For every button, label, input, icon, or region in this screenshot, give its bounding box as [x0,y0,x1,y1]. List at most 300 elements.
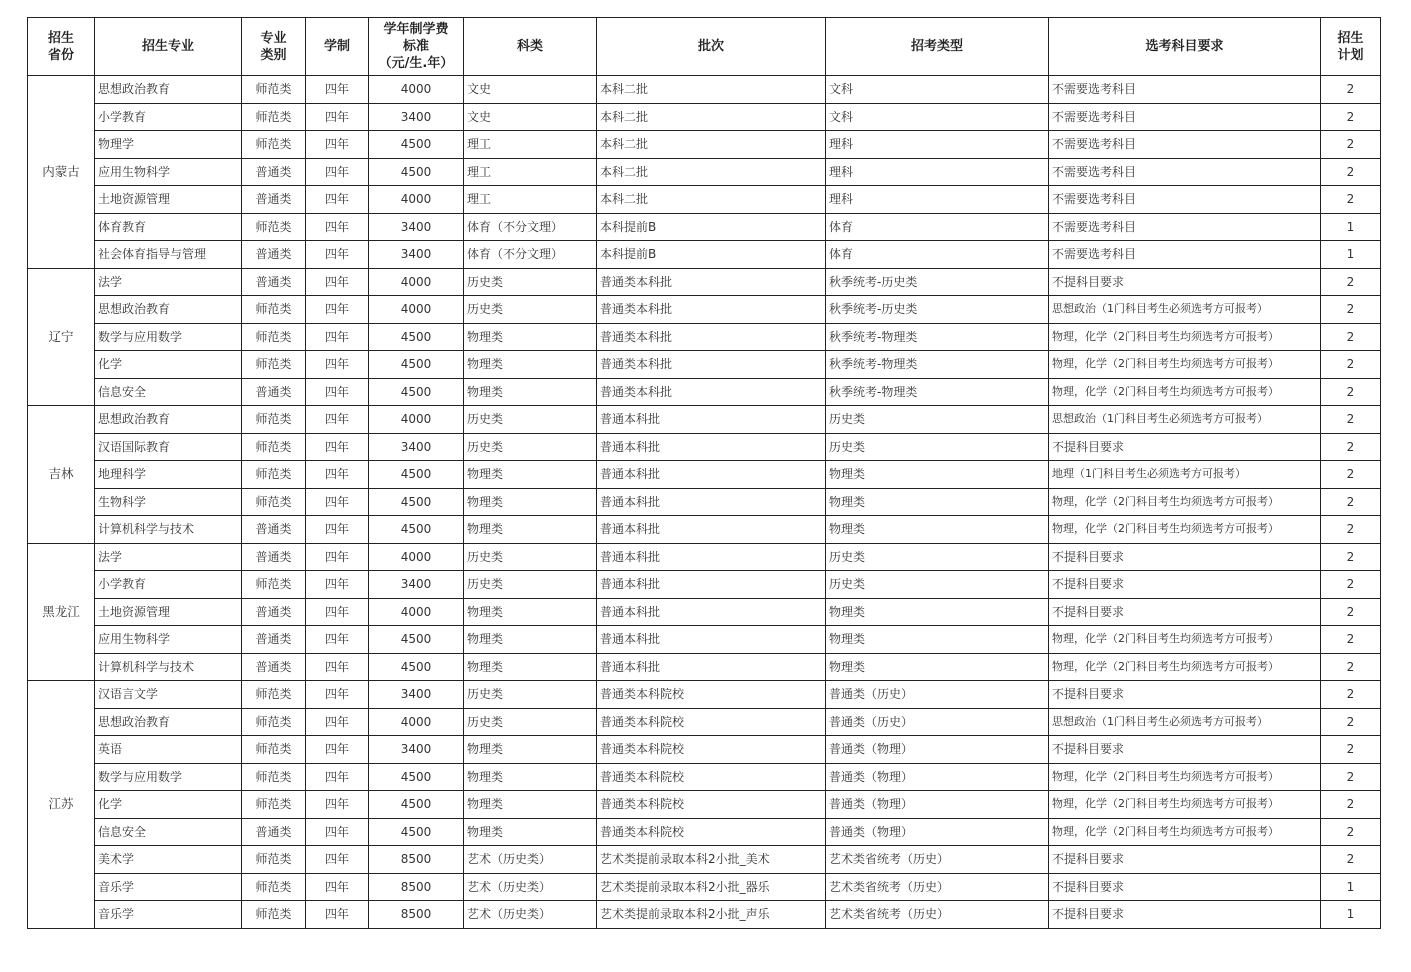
cell-batch: 普通本科批 [597,543,826,571]
cell-major: 小学教育 [95,571,242,599]
cell-major-category: 师范类 [242,351,306,379]
cell-duration: 四年 [306,406,369,434]
cell-major-category: 师范类 [242,296,306,324]
cell-subject-requirement: 不需要选考科目 [1049,158,1321,186]
table-row [28,543,1381,571]
table-body [28,76,1381,929]
cell-plan-count: 2 [1321,103,1381,131]
cell-batch: 普通本科批 [597,598,826,626]
cell-province: 江苏 [28,681,95,929]
cell-tuition: 3400 [369,433,464,461]
cell-exam-type: 文科 [826,103,1049,131]
cell-subject-type: 历史类 [464,433,597,461]
table-row [28,158,1381,186]
cell-exam-type: 物理类 [826,516,1049,544]
cell-subject-requirement: 不需要选考科目 [1049,213,1321,241]
table-row [28,516,1381,544]
cell-major: 美术学 [95,846,242,874]
cell-subject-requirement: 不需要选考科目 [1049,241,1321,269]
cell-tuition: 3400 [369,241,464,269]
cell-duration: 四年 [306,461,369,489]
cell-subject-type: 物理类 [464,791,597,819]
cell-major-category: 普通类 [242,818,306,846]
cell-batch: 普通类本科批 [597,296,826,324]
cell-plan-count: 2 [1321,76,1381,104]
table-row [28,461,1381,489]
cell-major-category: 普通类 [242,186,306,214]
cell-major: 应用生物科学 [95,158,242,186]
cell-province: 内蒙古 [28,76,95,269]
cell-tuition: 4500 [369,516,464,544]
cell-tuition: 4000 [369,543,464,571]
admission-plan-table-wrapper [27,17,1381,929]
table-row [28,186,1381,214]
cell-batch: 本科二批 [597,103,826,131]
table-row [28,103,1381,131]
table-row [28,296,1381,324]
cell-exam-type: 秋季统考-物理类 [826,323,1049,351]
cell-exam-type: 理科 [826,186,1049,214]
cell-batch: 普通类本科批 [597,351,826,379]
cell-subject-type: 历史类 [464,571,597,599]
cell-tuition: 4000 [369,708,464,736]
cell-subject-type: 物理类 [464,323,597,351]
table-row [28,131,1381,159]
cell-major: 数学与应用数学 [95,763,242,791]
cell-plan-count: 2 [1321,846,1381,874]
cell-major: 汉语国际教育 [95,433,242,461]
cell-duration: 四年 [306,378,369,406]
cell-major-category: 师范类 [242,873,306,901]
cell-subject-type: 体育（不分文理） [464,213,597,241]
cell-batch: 本科提前B [597,213,826,241]
cell-batch: 艺术类提前录取本科2小批_器乐 [597,873,826,901]
cell-batch: 普通类本科批 [597,378,826,406]
header-province: 招生 省份 [28,18,95,76]
cell-major: 英语 [95,736,242,764]
cell-duration: 四年 [306,901,369,929]
cell-tuition: 4500 [369,158,464,186]
cell-subject-type: 理工 [464,158,597,186]
cell-subject-type: 物理类 [464,378,597,406]
cell-subject-type: 物理类 [464,763,597,791]
cell-subject-requirement: 思想政治（1门科目考生必须选考方可报考） [1049,708,1321,736]
cell-subject-type: 物理类 [464,488,597,516]
cell-subject-requirement: 不需要选考科目 [1049,103,1321,131]
cell-exam-type: 历史类 [826,543,1049,571]
cell-major: 法学 [95,268,242,296]
cell-subject-type: 理工 [464,131,597,159]
cell-major: 思想政治教育 [95,296,242,324]
cell-duration: 四年 [306,873,369,901]
cell-major: 汉语言文学 [95,681,242,709]
cell-duration: 四年 [306,598,369,626]
cell-subject-requirement: 物理，化学（2门科目考生均须选考方可报考） [1049,763,1321,791]
cell-major-category: 师范类 [242,846,306,874]
table-row [28,763,1381,791]
cell-batch: 本科二批 [597,186,826,214]
cell-major: 化学 [95,791,242,819]
cell-batch: 普通类本科院校 [597,708,826,736]
cell-duration: 四年 [306,571,369,599]
cell-batch: 普通本科批 [597,461,826,489]
cell-subject-type: 物理类 [464,461,597,489]
cell-plan-count: 2 [1321,736,1381,764]
table-row [28,268,1381,296]
cell-duration: 四年 [306,653,369,681]
cell-subject-type: 物理类 [464,818,597,846]
cell-plan-count: 2 [1321,708,1381,736]
cell-tuition: 3400 [369,213,464,241]
cell-batch: 普通类本科院校 [597,791,826,819]
cell-major-category: 普通类 [242,598,306,626]
cell-major-category: 普通类 [242,543,306,571]
cell-tuition: 4500 [369,818,464,846]
cell-subject-requirement: 物理，化学（2门科目考生均须选考方可报考） [1049,351,1321,379]
cell-duration: 四年 [306,626,369,654]
cell-tuition: 4000 [369,186,464,214]
table-row [28,571,1381,599]
cell-major-category: 师范类 [242,323,306,351]
cell-tuition: 4500 [369,378,464,406]
cell-plan-count: 2 [1321,681,1381,709]
cell-major-category: 师范类 [242,131,306,159]
header-duration: 学制 [306,18,369,76]
cell-exam-type: 普通类（物理） [826,818,1049,846]
cell-subject-requirement: 物理，化学（2门科目考生均须选考方可报考） [1049,488,1321,516]
cell-duration: 四年 [306,296,369,324]
cell-duration: 四年 [306,818,369,846]
cell-plan-count: 2 [1321,461,1381,489]
cell-subject-requirement: 物理，化学（2门科目考生均须选考方可报考） [1049,516,1321,544]
cell-major: 法学 [95,543,242,571]
cell-subject-requirement: 思想政治（1门科目考生必须选考方可报考） [1049,406,1321,434]
cell-subject-type: 历史类 [464,681,597,709]
cell-major: 数学与应用数学 [95,323,242,351]
cell-subject-type: 历史类 [464,296,597,324]
cell-major-category: 师范类 [242,103,306,131]
cell-exam-type: 体育 [826,213,1049,241]
table-row [28,406,1381,434]
cell-exam-type: 秋季统考-物理类 [826,351,1049,379]
table-row [28,433,1381,461]
cell-subject-requirement: 不需要选考科目 [1049,186,1321,214]
cell-duration: 四年 [306,488,369,516]
cell-duration: 四年 [306,158,369,186]
cell-exam-type: 普通类（历史） [826,708,1049,736]
cell-major: 应用生物科学 [95,626,242,654]
cell-subject-type: 物理类 [464,736,597,764]
table-row [28,626,1381,654]
cell-duration: 四年 [306,791,369,819]
cell-plan-count: 2 [1321,158,1381,186]
cell-major: 化学 [95,351,242,379]
cell-duration: 四年 [306,241,369,269]
cell-plan-count: 2 [1321,378,1381,406]
cell-major-category: 师范类 [242,763,306,791]
cell-exam-type: 艺术类省统考（历史） [826,846,1049,874]
cell-tuition: 4000 [369,76,464,104]
cell-subject-type: 理工 [464,186,597,214]
cell-major-category: 普通类 [242,158,306,186]
cell-exam-type: 艺术类省统考（历史） [826,873,1049,901]
cell-major: 音乐学 [95,901,242,929]
cell-subject-type: 物理类 [464,598,597,626]
table-row [28,488,1381,516]
cell-subject-requirement: 不提科目要求 [1049,543,1321,571]
cell-tuition: 4500 [369,763,464,791]
cell-exam-type: 物理类 [826,598,1049,626]
table-row [28,213,1381,241]
cell-exam-type: 文科 [826,76,1049,104]
cell-subject-type: 文史 [464,76,597,104]
cell-subject-type: 历史类 [464,406,597,434]
cell-subject-requirement: 地理（1门科目考生必须选考方可报考） [1049,461,1321,489]
cell-duration: 四年 [306,268,369,296]
cell-exam-type: 普通类（历史） [826,681,1049,709]
cell-duration: 四年 [306,433,369,461]
cell-batch: 本科二批 [597,131,826,159]
cell-major-category: 普通类 [242,268,306,296]
cell-batch: 普通本科批 [597,516,826,544]
cell-subject-requirement: 不提科目要求 [1049,571,1321,599]
cell-major: 土地资源管理 [95,186,242,214]
cell-tuition: 4500 [369,488,464,516]
cell-subject-requirement: 不提科目要求 [1049,598,1321,626]
cell-subject-type: 体育（不分文理） [464,241,597,269]
cell-batch: 本科二批 [597,76,826,104]
table-row [28,846,1381,874]
cell-major: 物理学 [95,131,242,159]
header-batch: 批次 [597,18,826,76]
cell-province: 黑龙江 [28,543,95,681]
cell-major: 小学教育 [95,103,242,131]
cell-duration: 四年 [306,103,369,131]
cell-major-category: 师范类 [242,76,306,104]
cell-exam-type: 秋季统考-物理类 [826,378,1049,406]
header-exam-type: 招考类型 [826,18,1049,76]
cell-batch: 普通本科批 [597,488,826,516]
cell-plan-count: 1 [1321,241,1381,269]
cell-subject-requirement: 不需要选考科目 [1049,76,1321,104]
cell-subject-requirement: 不提科目要求 [1049,681,1321,709]
cell-duration: 四年 [306,323,369,351]
cell-duration: 四年 [306,543,369,571]
cell-batch: 普通类本科批 [597,323,826,351]
cell-subject-requirement: 物理，化学（2门科目考生均须选考方可报考） [1049,653,1321,681]
cell-tuition: 3400 [369,103,464,131]
cell-major: 体育教育 [95,213,242,241]
cell-tuition: 4000 [369,406,464,434]
table-row [28,241,1381,269]
table-row [28,901,1381,929]
cell-batch: 普通类本科院校 [597,736,826,764]
cell-exam-type: 物理类 [826,461,1049,489]
cell-subject-requirement: 思想政治（1门科目考生必须选考方可报考） [1049,296,1321,324]
table-row [28,76,1381,104]
cell-plan-count: 2 [1321,296,1381,324]
cell-batch: 普通类本科院校 [597,681,826,709]
cell-tuition: 4500 [369,626,464,654]
table-row [28,653,1381,681]
cell-plan-count: 2 [1321,186,1381,214]
cell-subject-type: 历史类 [464,268,597,296]
cell-major: 地理科学 [95,461,242,489]
cell-plan-count: 2 [1321,543,1381,571]
cell-exam-type: 普通类（物理） [826,791,1049,819]
cell-major-category: 普通类 [242,241,306,269]
cell-major-category: 普通类 [242,653,306,681]
table-row [28,873,1381,901]
table-row [28,351,1381,379]
cell-major: 思想政治教育 [95,76,242,104]
cell-tuition: 4500 [369,131,464,159]
cell-tuition: 4500 [369,653,464,681]
cell-subject-requirement: 不提科目要求 [1049,433,1321,461]
cell-batch: 普通本科批 [597,571,826,599]
cell-plan-count: 1 [1321,901,1381,929]
cell-plan-count: 2 [1321,598,1381,626]
cell-exam-type: 普通类（物理） [826,736,1049,764]
cell-major-category: 师范类 [242,901,306,929]
cell-plan-count: 2 [1321,433,1381,461]
cell-major: 土地资源管理 [95,598,242,626]
cell-exam-type: 历史类 [826,571,1049,599]
cell-subject-requirement: 物理，化学（2门科目考生均须选考方可报考） [1049,791,1321,819]
table-row [28,598,1381,626]
cell-batch: 普通本科批 [597,406,826,434]
cell-exam-type: 物理类 [826,488,1049,516]
cell-exam-type: 历史类 [826,406,1049,434]
cell-major: 音乐学 [95,873,242,901]
cell-tuition: 8500 [369,901,464,929]
cell-major: 计算机科学与技术 [95,653,242,681]
cell-tuition: 4000 [369,296,464,324]
cell-major-category: 师范类 [242,461,306,489]
cell-plan-count: 2 [1321,406,1381,434]
cell-major-category: 师范类 [242,406,306,434]
cell-exam-type: 物理类 [826,626,1049,654]
cell-major-category: 师范类 [242,213,306,241]
header-subject-type: 科类 [464,18,597,76]
table-row [28,791,1381,819]
cell-major: 信息安全 [95,818,242,846]
cell-duration: 四年 [306,516,369,544]
cell-subject-requirement: 不需要选考科目 [1049,131,1321,159]
header-plan-count: 招生 计划 [1321,18,1381,76]
cell-exam-type: 艺术类省统考（历史） [826,901,1049,929]
cell-plan-count: 2 [1321,653,1381,681]
cell-subject-type: 历史类 [464,708,597,736]
cell-major-category: 师范类 [242,488,306,516]
cell-major: 生物科学 [95,488,242,516]
cell-tuition: 4500 [369,791,464,819]
cell-plan-count: 2 [1321,818,1381,846]
cell-subject-requirement: 不提科目要求 [1049,846,1321,874]
cell-subject-type: 艺术（历史类） [464,846,597,874]
cell-batch: 普通本科批 [597,433,826,461]
cell-subject-type: 物理类 [464,516,597,544]
cell-exam-type: 理科 [826,131,1049,159]
cell-exam-type: 理科 [826,158,1049,186]
table-row [28,736,1381,764]
table-row [28,681,1381,709]
cell-batch: 普通类本科批 [597,268,826,296]
cell-duration: 四年 [306,736,369,764]
cell-batch: 本科提前B [597,241,826,269]
cell-major: 社会体育指导与管理 [95,241,242,269]
cell-batch: 普通类本科院校 [597,818,826,846]
cell-duration: 四年 [306,213,369,241]
cell-major-category: 师范类 [242,791,306,819]
cell-plan-count: 2 [1321,763,1381,791]
cell-plan-count: 1 [1321,873,1381,901]
cell-duration: 四年 [306,708,369,736]
cell-subject-type: 文史 [464,103,597,131]
cell-subject-requirement: 物理，化学（2门科目考生均须选考方可报考） [1049,378,1321,406]
cell-major: 计算机科学与技术 [95,516,242,544]
cell-province: 辽宁 [28,268,95,406]
cell-exam-type: 秋季统考-历史类 [826,296,1049,324]
cell-duration: 四年 [306,681,369,709]
cell-subject-type: 物理类 [464,626,597,654]
cell-subject-requirement: 不提科目要求 [1049,901,1321,929]
cell-duration: 四年 [306,763,369,791]
cell-batch: 普通本科批 [597,626,826,654]
cell-major: 思想政治教育 [95,406,242,434]
cell-subject-type: 艺术（历史类） [464,873,597,901]
cell-subject-requirement: 物理，化学（2门科目考生均须选考方可报考） [1049,818,1321,846]
cell-tuition: 3400 [369,681,464,709]
cell-batch: 艺术类提前录取本科2小批_美术 [597,846,826,874]
cell-plan-count: 2 [1321,268,1381,296]
cell-major: 信息安全 [95,378,242,406]
cell-exam-type: 普通类（物理） [826,763,1049,791]
cell-tuition: 8500 [369,846,464,874]
cell-plan-count: 2 [1321,516,1381,544]
cell-plan-count: 2 [1321,131,1381,159]
cell-duration: 四年 [306,846,369,874]
cell-exam-type: 物理类 [826,653,1049,681]
cell-plan-count: 2 [1321,626,1381,654]
cell-subject-type: 物理类 [464,653,597,681]
admission-plan-table [27,17,1381,929]
cell-plan-count: 1 [1321,213,1381,241]
cell-tuition: 4000 [369,598,464,626]
cell-province: 吉林 [28,406,95,544]
cell-plan-count: 2 [1321,351,1381,379]
cell-subject-type: 物理类 [464,351,597,379]
cell-subject-requirement: 不提科目要求 [1049,873,1321,901]
cell-exam-type: 秋季统考-历史类 [826,268,1049,296]
cell-subject-requirement: 物理，化学（2门科目考生均须选考方可报考） [1049,323,1321,351]
cell-subject-requirement: 不提科目要求 [1049,736,1321,764]
cell-batch: 艺术类提前录取本科2小批_声乐 [597,901,826,929]
cell-major-category: 普通类 [242,516,306,544]
cell-major-category: 普通类 [242,378,306,406]
cell-tuition: 4500 [369,323,464,351]
cell-major: 思想政治教育 [95,708,242,736]
cell-duration: 四年 [306,186,369,214]
cell-subject-type: 艺术（历史类） [464,901,597,929]
cell-duration: 四年 [306,351,369,379]
cell-tuition: 4000 [369,268,464,296]
cell-exam-type: 历史类 [826,433,1049,461]
cell-tuition: 3400 [369,736,464,764]
cell-major-category: 师范类 [242,736,306,764]
cell-subject-requirement: 物理，化学（2门科目考生均须选考方可报考） [1049,626,1321,654]
table-row [28,708,1381,736]
